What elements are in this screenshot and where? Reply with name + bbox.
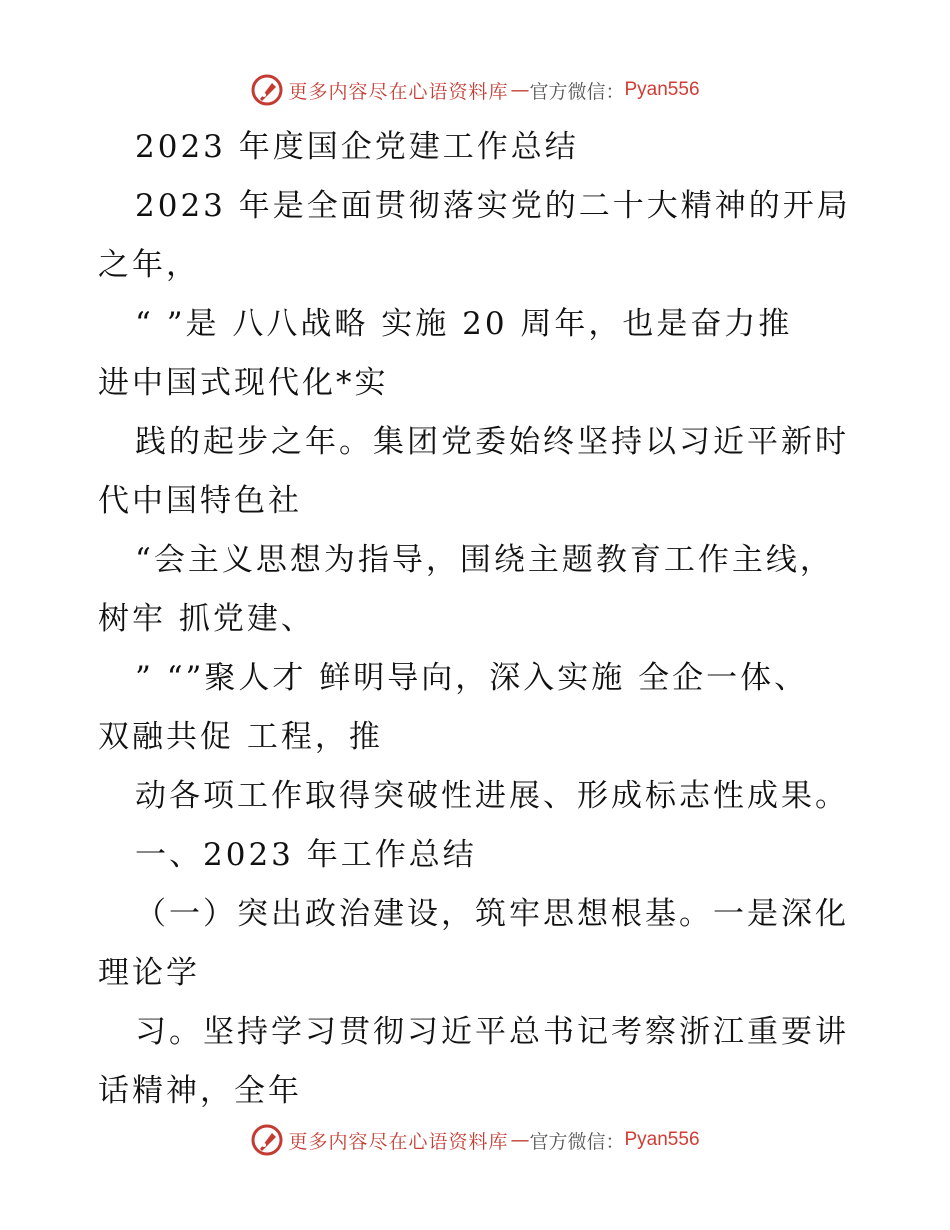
paragraph-line: “ ”是 八八战略 实施 20 周年，也是奋力推 xyxy=(135,306,793,342)
document-body xyxy=(98,118,858,1121)
section-heading: 一、2023 年工作总结 xyxy=(135,837,477,873)
paragraph-line: 2023 年是全面贯彻落实党的二十大精神的开局 xyxy=(135,188,851,224)
subsection-heading: （一）突出政治建设，筑牢思想根基。一是深化 xyxy=(135,896,849,932)
paragraph-line: 双融共促 工程，推 xyxy=(98,719,383,755)
watermark-footer xyxy=(0,1120,950,1160)
watermark-official-label: 官方微信： xyxy=(529,1130,625,1153)
watermark-brand: 更多内容尽在心语资料库 xyxy=(288,80,509,103)
paragraph-line: 话精神，全年 xyxy=(98,1073,302,1109)
paragraph-line: “会主义思想为指导，围绕主题教育工作主线， xyxy=(135,542,834,578)
paragraph-line: 树牢 抓党建、 xyxy=(98,601,315,637)
pen-nib-logo-icon xyxy=(250,73,284,107)
paragraph-line: 践的起步之年。集团党委始终坚持以习近平新时 xyxy=(135,424,849,460)
document-title: 2023 年度国企党建工作总结 xyxy=(135,129,579,165)
watermark-account: Pyan556 xyxy=(624,1129,700,1150)
paragraph-line: 习。坚持学习贯彻习近平总书记考察浙江重要讲 xyxy=(135,1014,849,1050)
watermark-account: Pyan556 xyxy=(624,79,700,100)
paragraph-line: 动各项工作取得突破性进展、形成标志性成果。 xyxy=(135,778,849,814)
pen-nib-logo-icon xyxy=(250,1123,284,1157)
paragraph-line: 代中国特色社 xyxy=(98,483,302,519)
paragraph-line: ” “”聚人才 鲜明导向，深入实施 全企一体、 xyxy=(135,660,809,696)
watermark-official-label: 官方微信： xyxy=(529,80,625,103)
paragraph-line: 之年， xyxy=(98,247,200,283)
watermark-brand: 更多内容尽在心语资料库 xyxy=(288,1130,509,1153)
watermark-separator: — xyxy=(510,79,528,101)
paragraph-line: 理论学 xyxy=(98,955,200,991)
paragraph-line: 进中国式现代化*实 xyxy=(98,365,389,401)
watermark-separator: — xyxy=(510,1129,528,1151)
watermark-header xyxy=(0,70,950,110)
